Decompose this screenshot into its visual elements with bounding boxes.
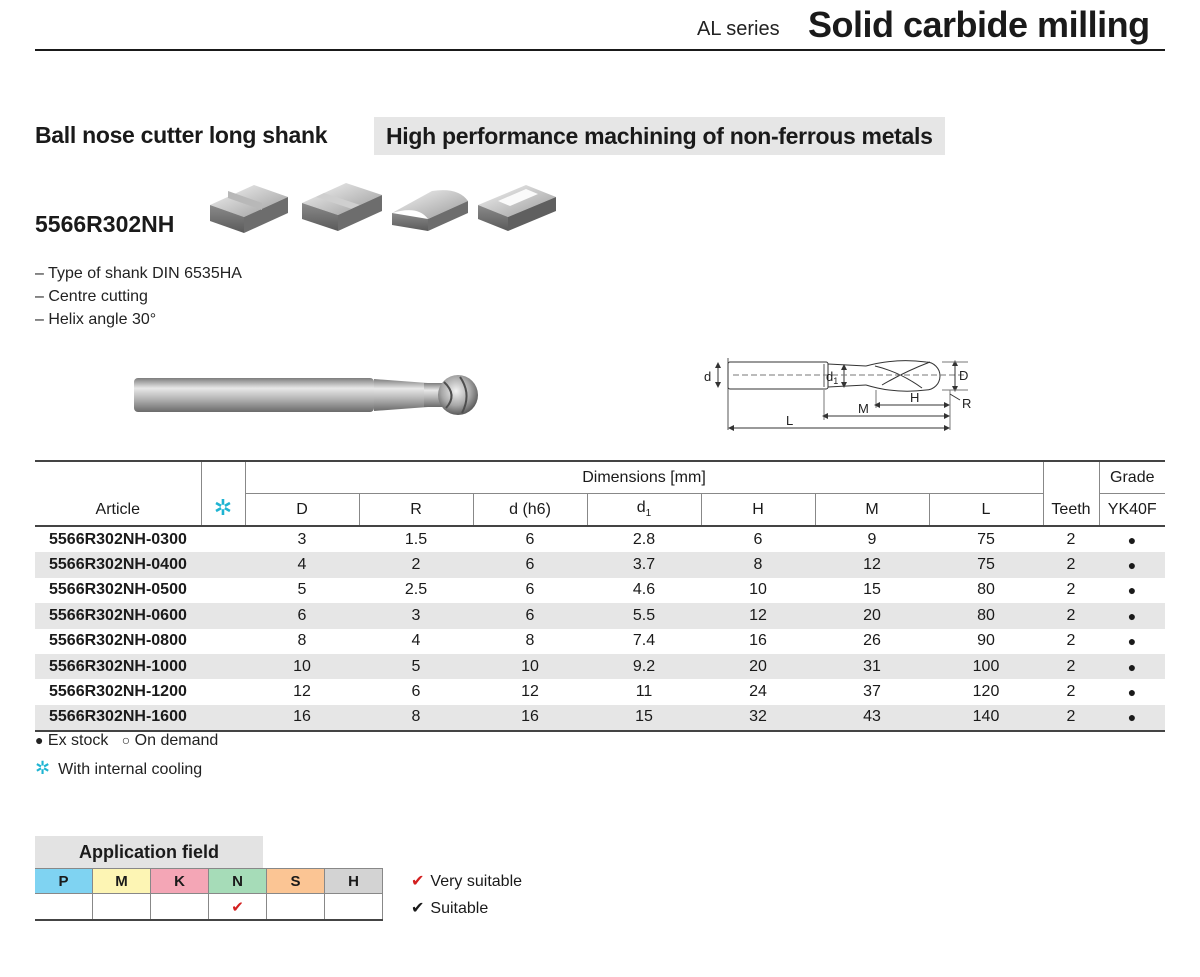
col-H: H xyxy=(701,494,815,527)
suitability-K xyxy=(151,894,209,921)
cell-dh6: 6 xyxy=(473,526,587,552)
slot-shape-icon xyxy=(302,183,382,231)
stock-indicator: ● xyxy=(1099,654,1165,679)
article-header: Article xyxy=(35,461,201,526)
cell-H: 12 xyxy=(701,603,815,628)
grade-header: Grade xyxy=(1099,461,1165,494)
cell-L: 75 xyxy=(929,526,1043,552)
cell-R: 6 xyxy=(411,683,421,701)
grade-name: YK40F xyxy=(1099,494,1165,527)
cell-L: 140 xyxy=(929,705,1043,731)
cooling-cell xyxy=(201,679,245,704)
cell-D: 10 xyxy=(245,654,359,679)
cell-D: 16 xyxy=(245,705,359,731)
cell-dh6: 6 xyxy=(473,603,587,628)
cell-R: 3 xyxy=(359,603,473,628)
cell-d1: 2.8 xyxy=(587,526,701,552)
dim-label-H: H xyxy=(910,390,920,405)
stock-indicator: ● xyxy=(1099,603,1165,628)
cell-L: 80 xyxy=(977,581,995,599)
feature-helix-angle: – Helix angle 30° xyxy=(35,311,157,328)
stock-indicator: ● xyxy=(1127,684,1137,701)
cell-L: 90 xyxy=(977,632,995,650)
suitable-legend xyxy=(411,898,488,918)
application-field-title: Application field xyxy=(35,836,263,868)
feature-centre-cutting: – Centre cutting xyxy=(35,288,148,305)
cell-teeth: 2 xyxy=(1043,603,1099,628)
cell-dh6: 6 xyxy=(473,552,587,577)
page-title: Solid carbide milling xyxy=(808,4,1150,45)
machining-shapes-icons xyxy=(206,175,566,237)
cell-R: 4 xyxy=(411,632,421,650)
cell-dh6: 10 xyxy=(473,654,587,679)
cell-L: 120 xyxy=(972,683,1000,701)
feature-shank: – Type of shank DIN 6535HA xyxy=(35,265,242,282)
cooling-header xyxy=(201,461,245,526)
cell-H: 8 xyxy=(701,552,815,577)
cooling-cell xyxy=(201,629,245,654)
dim-label-d1: $d_1$ xyxy=(826,369,839,386)
cell-d1: 3.7 xyxy=(587,552,701,577)
stock-indicator: ● xyxy=(1099,552,1165,577)
dim-label-D: D xyxy=(959,368,969,383)
material-K: K xyxy=(151,869,209,894)
cell-H: 32 xyxy=(701,705,815,731)
on-demand-icon: ○ xyxy=(121,732,131,748)
ex-stock-label: Ex stock xyxy=(47,732,109,749)
cell-d1: 9.2 xyxy=(587,654,701,679)
cooling-cell xyxy=(201,526,245,552)
cell-M: 12 xyxy=(815,552,929,577)
cell-L: 75 xyxy=(929,552,1043,577)
header-rule xyxy=(35,49,1165,51)
article-cell: 5566R302NH-0800 xyxy=(49,632,187,650)
shoulder-shape-icon xyxy=(210,185,288,233)
suitable-label: Suitable xyxy=(430,900,489,917)
dimension-drawing xyxy=(700,350,1000,440)
material-P: P xyxy=(35,869,93,894)
dim-label-d: d xyxy=(704,369,712,384)
col-M: M xyxy=(815,494,929,527)
cell-dh6: 12 xyxy=(521,683,539,701)
cooling-cell xyxy=(201,552,245,577)
cell-R: 1.5 xyxy=(359,526,473,552)
cell-teeth: 2 xyxy=(1043,654,1099,679)
cell-dh6: 8 xyxy=(525,632,535,650)
cell-H: 16 xyxy=(749,632,767,650)
cell-teeth: 2 xyxy=(1066,581,1076,599)
cell-H: 20 xyxy=(701,654,815,679)
suitability-M xyxy=(93,894,151,921)
cell-dh6: 16 xyxy=(473,705,587,731)
cell-D: 12 xyxy=(293,683,311,701)
cooling-cell xyxy=(201,705,245,731)
internal-cooling-label: With internal cooling xyxy=(58,761,203,778)
cell-M: 9 xyxy=(815,526,929,552)
material-M: M xyxy=(93,869,151,894)
series-label: AL series xyxy=(697,18,780,40)
cooling-cell xyxy=(201,603,245,628)
cell-H: 6 xyxy=(701,526,815,552)
on-demand-label: On demand xyxy=(134,732,219,749)
cell-R: 5 xyxy=(359,654,473,679)
stock-indicator: ● xyxy=(1099,526,1165,552)
application-field-table xyxy=(35,868,383,921)
internal-cooling-icon: ✲ xyxy=(35,758,51,778)
cell-teeth: 2 xyxy=(1043,526,1099,552)
suitability-S xyxy=(267,894,325,921)
ex-stock-icon: ● xyxy=(35,732,44,748)
cell-M: 20 xyxy=(815,603,929,628)
table-row xyxy=(35,654,1165,679)
col-d1: $d_1$ xyxy=(587,494,701,527)
article-cell: 5566R302NH-1000 xyxy=(35,654,201,679)
col-D: D xyxy=(245,494,359,527)
stock-indicator: ● xyxy=(1127,582,1137,599)
cell-dh6: 6 xyxy=(525,581,535,599)
cell-D: 5 xyxy=(297,581,307,599)
cell-M: 26 xyxy=(863,632,881,650)
table-row xyxy=(35,526,1165,552)
table-row xyxy=(35,705,1165,731)
cell-M: 15 xyxy=(863,581,881,599)
material-S: S xyxy=(267,869,325,894)
article-cell: 5566R302NH-0400 xyxy=(35,552,201,577)
cell-d1: 7.4 xyxy=(632,632,656,650)
cell-L: 80 xyxy=(929,603,1043,628)
stock-indicator: ● xyxy=(1127,633,1137,650)
cell-D: 8 xyxy=(297,632,307,650)
cell-d1: 15 xyxy=(587,705,701,731)
col-L: L xyxy=(929,494,1043,527)
article-cell: 5566R302NH-0600 xyxy=(35,603,201,628)
cell-d1: 11 xyxy=(635,683,653,701)
cell-R: 8 xyxy=(359,705,473,731)
col-R: R xyxy=(359,494,473,527)
table-row xyxy=(35,679,1165,704)
cell-R: 2 xyxy=(359,552,473,577)
pocket-shape-icon xyxy=(478,185,556,231)
material-H: H xyxy=(325,869,383,894)
cell-D: 3 xyxy=(245,526,359,552)
feature-list xyxy=(35,262,242,331)
red-check-icon: ✔ xyxy=(411,873,425,890)
table-row xyxy=(35,578,1165,603)
cell-d1: 5.5 xyxy=(587,603,701,628)
cell-d1: 4.6 xyxy=(632,581,656,599)
cooling-icon: ✲ xyxy=(213,495,233,520)
article-cell: 5566R302NH-0300 xyxy=(35,526,201,552)
product-code: 5566R302NH xyxy=(35,211,175,237)
article-cell: 5566R302NH-1600 xyxy=(35,705,201,731)
suitability-N: ✔ xyxy=(209,894,267,921)
col-dh6: d (h6) xyxy=(473,494,587,527)
very-suitable-label: Very suitable xyxy=(430,873,523,890)
table-row xyxy=(35,603,1165,628)
stock-indicator: ● xyxy=(1099,705,1165,731)
cell-teeth: 2 xyxy=(1043,552,1099,577)
cell-teeth: 2 xyxy=(1043,705,1099,731)
black-check-icon: ✔ xyxy=(411,900,425,917)
tool-image xyxy=(128,370,488,420)
cell-D: 6 xyxy=(245,603,359,628)
material-N: N xyxy=(209,869,267,894)
stock-legend xyxy=(35,732,218,750)
table-row xyxy=(35,552,1165,577)
very-suitable-legend xyxy=(411,871,522,891)
suitability-P xyxy=(35,894,93,921)
radius-groove-shape-icon xyxy=(392,190,468,231)
product-name: Ball nose cutter long shank xyxy=(35,122,328,148)
article-cell: 5566R302NH-0500 xyxy=(49,581,187,599)
cooling-legend xyxy=(35,758,202,779)
cell-teeth: 2 xyxy=(1066,632,1076,650)
cell-M: 43 xyxy=(815,705,929,731)
article-cell: 5566R302NH-1200 xyxy=(49,683,187,701)
dim-label-M: M xyxy=(858,401,869,416)
cooling-cell xyxy=(201,578,245,603)
cell-H: 10 xyxy=(749,581,767,599)
product-tagline: High performance machining of non-ferrous metals xyxy=(374,117,945,155)
suitability-H xyxy=(325,894,383,921)
spec-table xyxy=(35,460,1165,732)
cell-H: 24 xyxy=(749,683,767,701)
teeth-header: Teeth xyxy=(1043,461,1099,526)
dimensions-header: Dimensions [mm] xyxy=(245,461,1043,494)
cooling-cell xyxy=(201,654,245,679)
dim-label-R: R xyxy=(962,396,972,411)
cell-R: 2.5 xyxy=(404,581,428,599)
table-row xyxy=(35,629,1165,654)
cell-D: 4 xyxy=(245,552,359,577)
dim-label-L: L xyxy=(786,413,794,428)
cell-L: 100 xyxy=(929,654,1043,679)
cell-M: 37 xyxy=(863,683,881,701)
cell-teeth: 2 xyxy=(1066,683,1076,701)
cell-M: 31 xyxy=(815,654,929,679)
